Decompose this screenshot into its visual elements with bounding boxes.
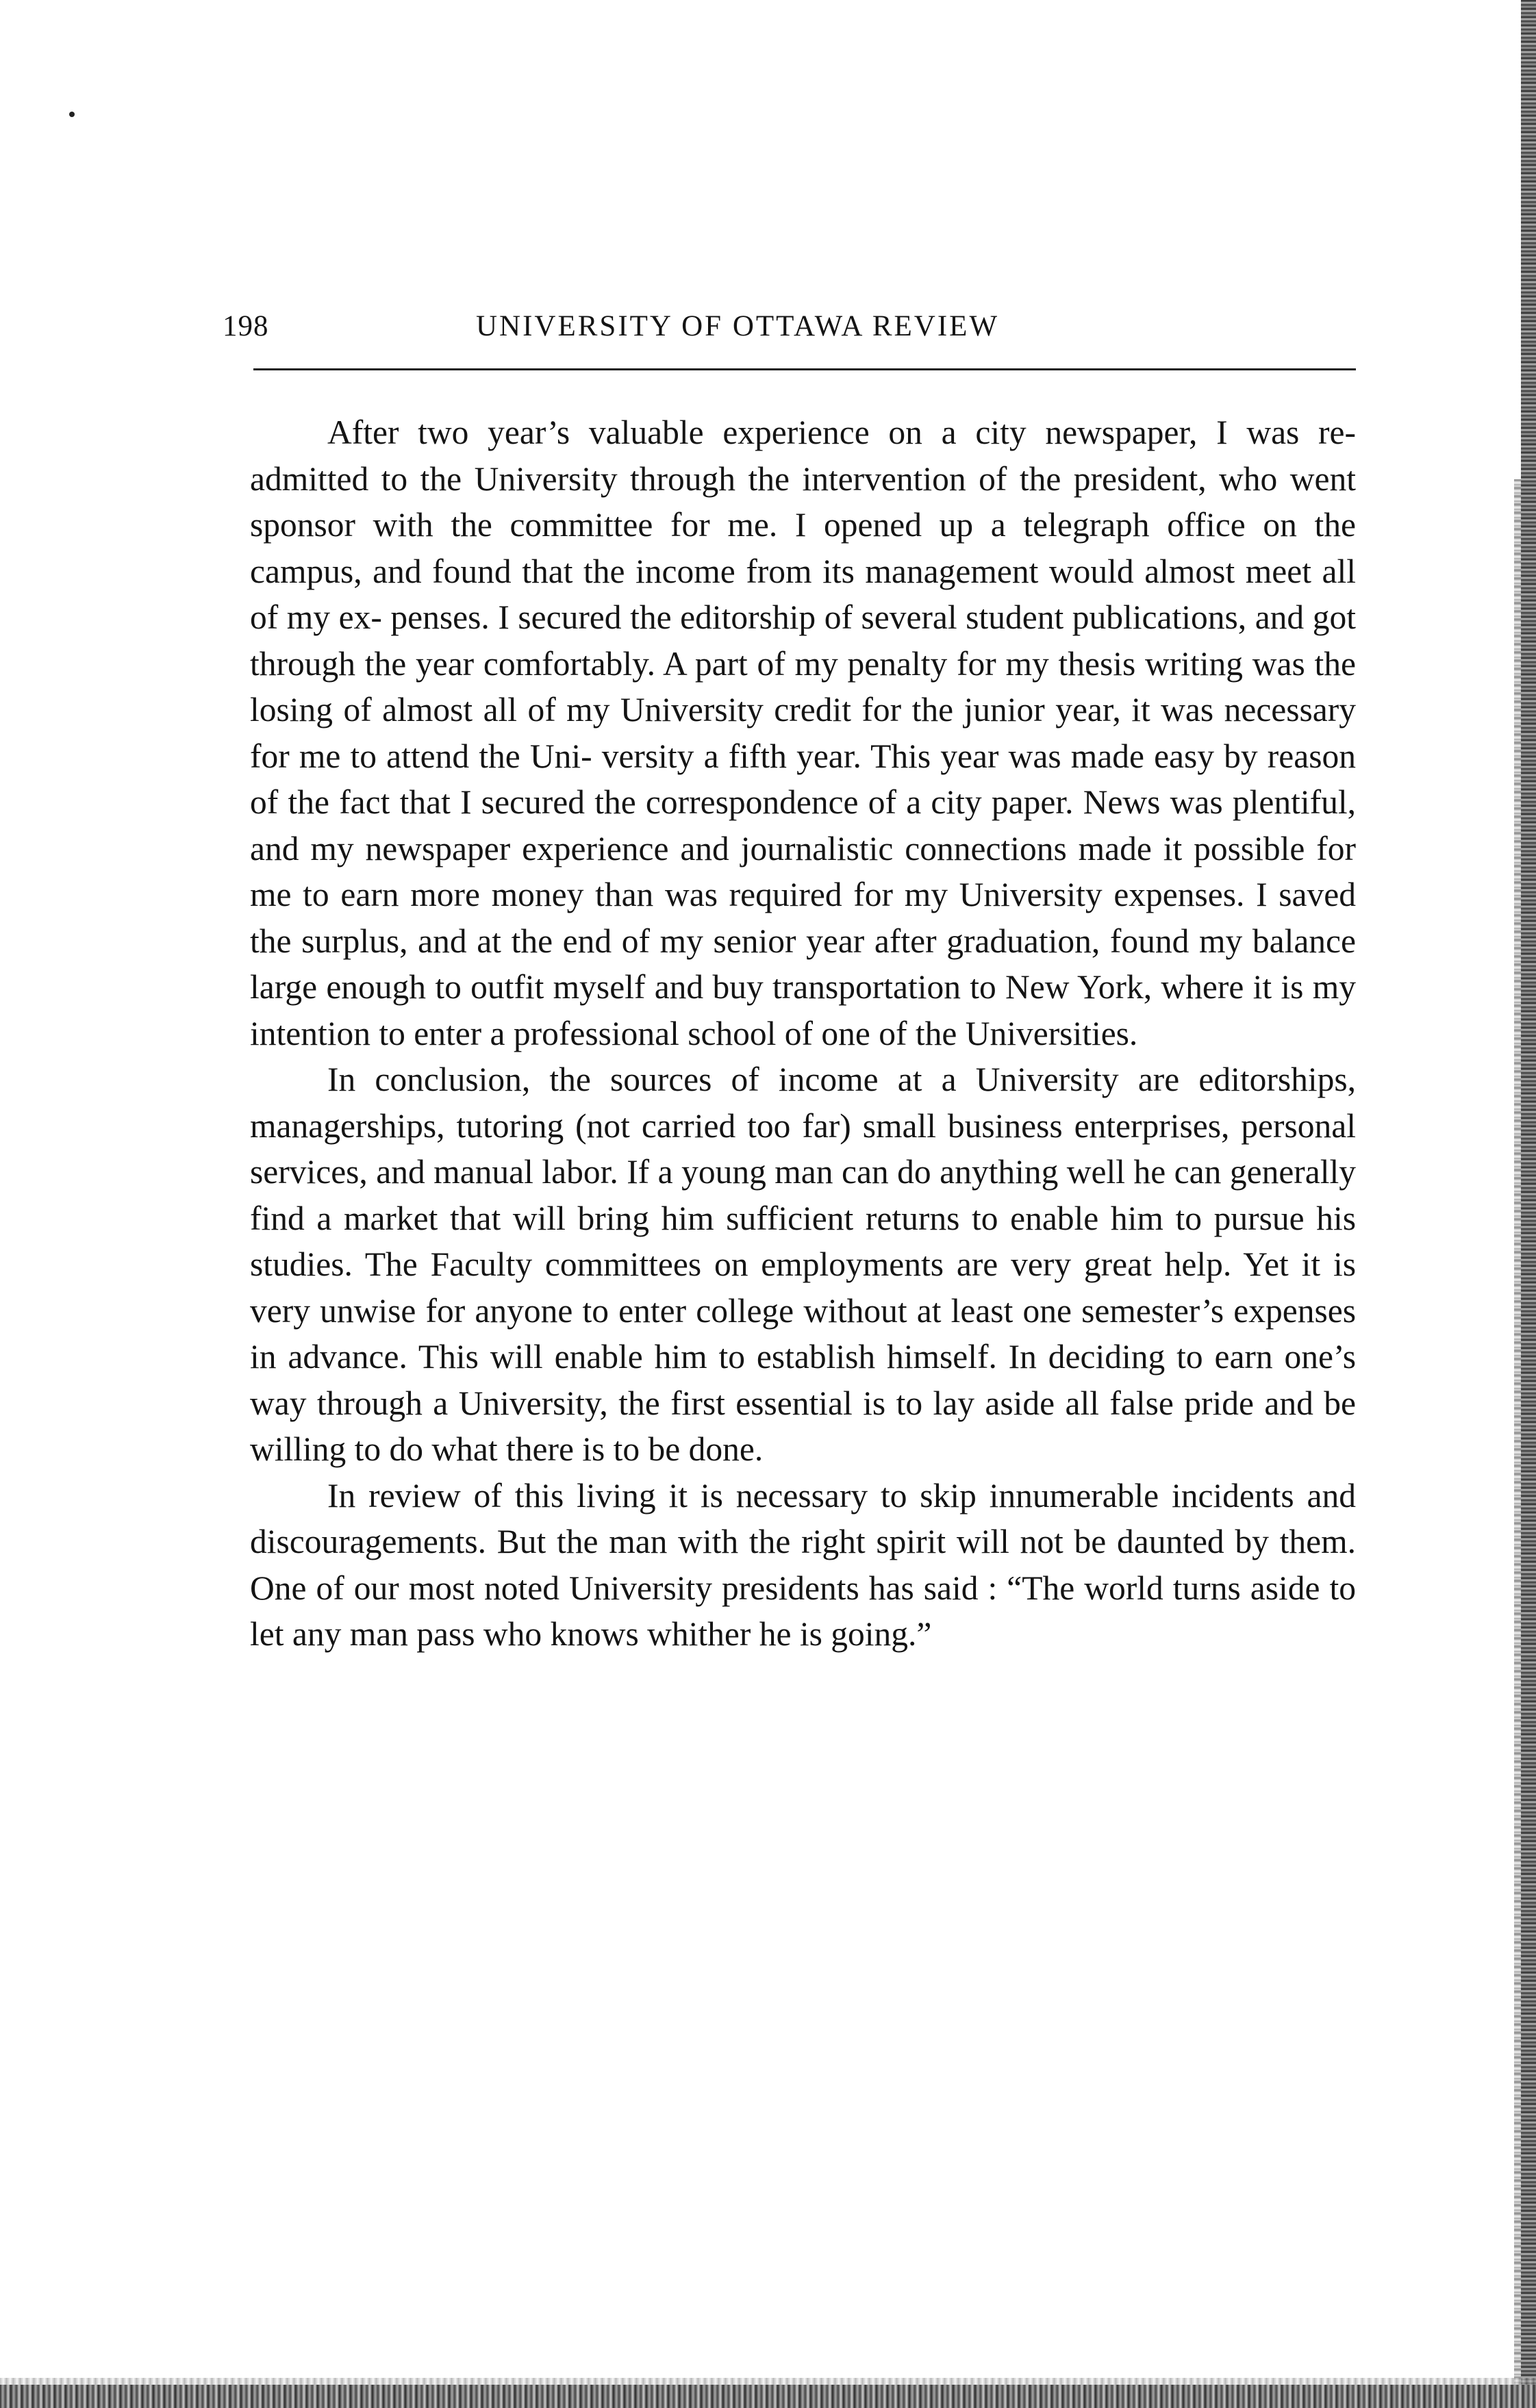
header-rule xyxy=(253,368,1356,370)
article-body xyxy=(250,409,1356,1658)
paragraph-3: In review of this living it is necessary to skip innumerable incidents and discouragements. But the man with the right spirit will not be daunted by them. One of our most noted University presidents has said : “The world turns aside to let any man pass who knows whither he is going.” xyxy=(250,1476,1356,1653)
scan-edge-bottom xyxy=(0,2385,1536,2408)
paragraph-1: After two year’s valuable experience on a city newspaper, I was re-admitted to the University through the intervention of the president, who went sponsor with the committee for me. I opened up a telegraph office on the campus, and found that the income from its management would almost meet all of my ex- penses. I secured the editorship of several student publications, and got through the year comfortably. A part of my penalty for my thesis writing was the losing of almost all of my University credit for the junior year, it was necessary for me to attend the Uni- versity a fifth year. This year was made easy by reason of the fact that I secured the correspondence of a city paper. News was plentiful, and my newspaper experience and journalistic connections made it possible for me to earn more money than was required for my University expenses. I saved the surplus, and at the end of my senior year after graduation, found my balance large enough to outfit myself and buy transportation to New York, where it is my intention to enter a professional school of one of the Universities. xyxy=(250,414,1356,1052)
paragraph-2: In conclusion, the sources of income at a University are editorships, managerships, tutoring (not carried too far) small business enterprises, personal services, and manual labor. If a young man can do anything well he can generally find a market that will bring him sufficient returns to enable him to pursue his studies. The Faculty committees on employments are very great help. Yet it is very unwise for anyone to enter college without at least one semester’s expenses in advance. This will enable him to establish himself. In deciding to earn one’s way through a University, the first essential is to lay aside all false pride and be willing to do what there is to be done. xyxy=(250,1061,1356,1468)
scan-edge-bottom-shadow xyxy=(0,2378,1536,2385)
scan-speck xyxy=(69,112,75,117)
scan-edge-right-shadow xyxy=(1514,479,1521,2408)
page-number: 198 xyxy=(223,310,269,342)
scan-edge-right xyxy=(1521,0,1536,2408)
journal-title: UNIVERSITY OF OTTAWA REVIEW xyxy=(476,310,1000,342)
running-head xyxy=(223,309,1354,351)
